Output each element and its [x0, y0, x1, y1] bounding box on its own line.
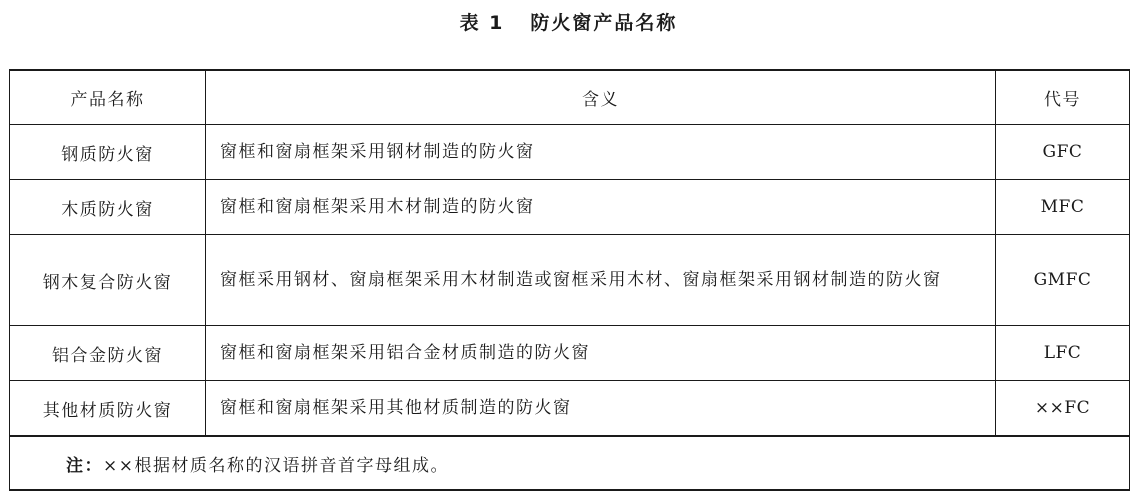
table-row: [10, 381, 1130, 437]
table-number: 表 1: [459, 12, 505, 34]
row-code: GMFC: [996, 235, 1130, 326]
row-meaning: 窗框和窗扇框架采用铝合金材质制造的防火窗: [206, 326, 996, 381]
table-caption: [0, 8, 1137, 35]
row-code: ××FC: [996, 381, 1130, 437]
table-note: [10, 436, 1130, 490]
header-meaning: 含义: [206, 70, 996, 125]
row-code: LFC: [996, 326, 1130, 381]
note-row: [10, 436, 1130, 490]
row-product-name: 钢木复合防火窗: [10, 235, 206, 326]
note-text: ××根据材质名称的汉语拼音首字母组成。: [103, 455, 449, 476]
row-product-name: 铝合金防火窗: [10, 326, 206, 381]
table-title: 防火窗产品名称: [530, 12, 678, 34]
table-row: [10, 125, 1130, 180]
row-code: GFC: [996, 125, 1130, 180]
row-code: MFC: [996, 180, 1130, 235]
table-row: [10, 180, 1130, 235]
row-meaning: 窗框和窗扇框架采用其他材质制造的防火窗: [206, 381, 996, 437]
header-code: 代号: [996, 70, 1130, 125]
table-row: [10, 326, 1130, 381]
table-row: [10, 235, 1130, 326]
row-meaning: 窗框和窗扇框架采用木材制造的防火窗: [206, 180, 996, 235]
header-row: [10, 70, 1130, 125]
note-label: 注：: [66, 455, 103, 476]
row-product-name: 木质防火窗: [10, 180, 206, 235]
fire-window-product-table: [9, 69, 1130, 491]
row-meaning: 窗框采用钢材、窗扇框架采用木材制造或窗框采用木材、窗扇框架采用钢材制造的防火窗: [206, 235, 996, 326]
row-meaning: 窗框和窗扇框架采用钢材制造的防火窗: [206, 125, 996, 180]
row-product-name: 其他材质防火窗: [10, 381, 206, 437]
header-product-name: 产品名称: [10, 70, 206, 125]
row-product-name: 钢质防火窗: [10, 125, 206, 180]
